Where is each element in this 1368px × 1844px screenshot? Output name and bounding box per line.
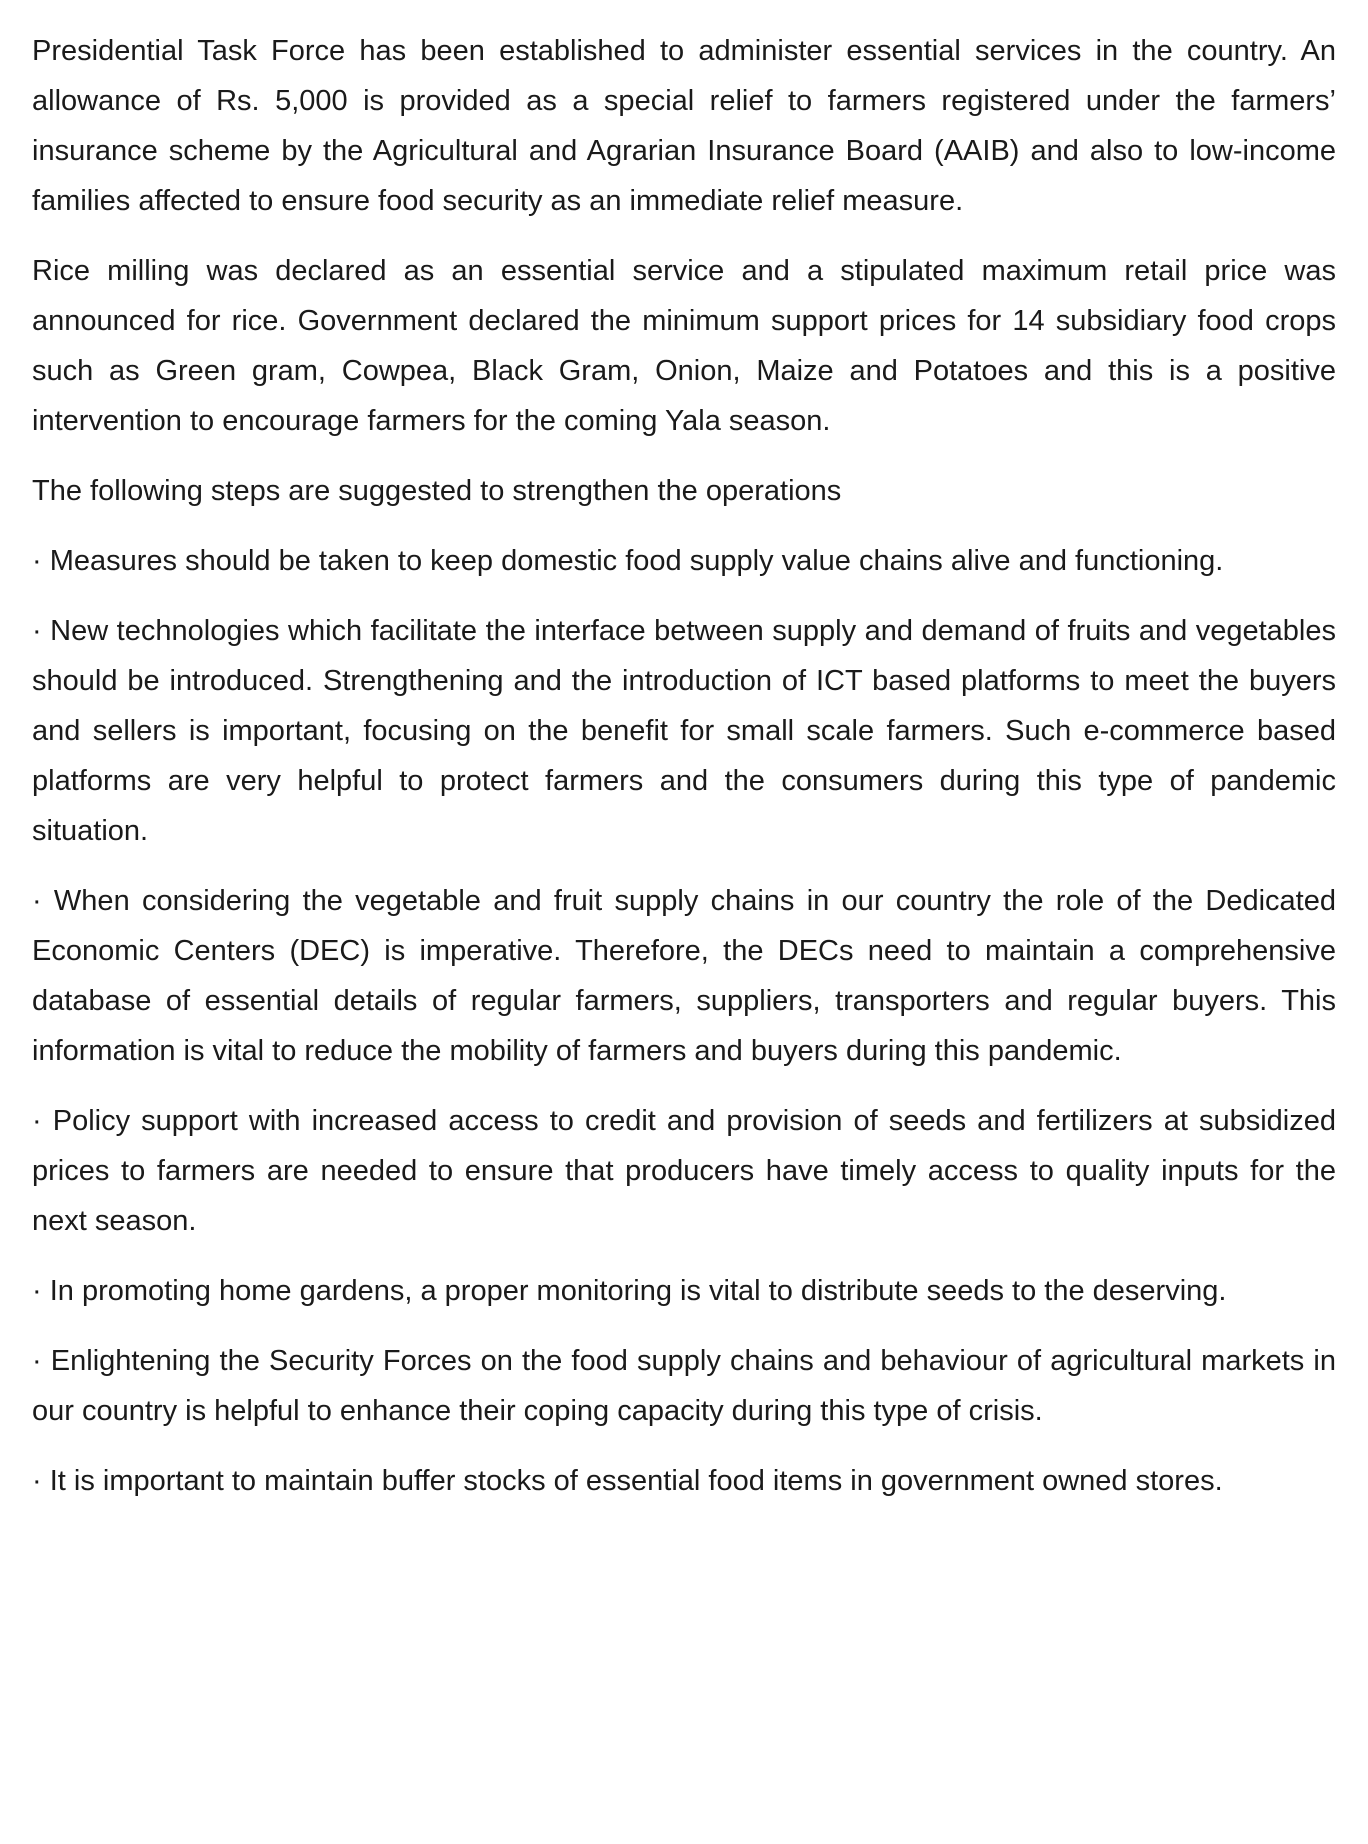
step-item-home-gardens: · In promoting home gardens, a proper monitoring is vital to distribute seeds to the deserving. bbox=[32, 1275, 1227, 1307]
paragraph-task-force: Presidential Task Force has been established to administer essential services in the country. An allowance of Rs. 5,000 is provided as a special relief to farmers registered under the farmers’ insurance scheme by the Agricultural and Agrarian Insurance Board (AAIB) and also to low-income families affected to ensure food security as an immediate relief measure. bbox=[32, 35, 1336, 217]
step-item-value-chains: · Measures should be taken to keep domestic food supply value chains alive and functioning. bbox=[32, 545, 1224, 577]
step-item-technologies: · New technologies which facilitate the interface between supply and demand of fruits and vegetables should be introduced. Strengthening and the introduction of ICT based platforms to meet the buyers and sellers is important, focusing on the benefit for small scale farmers. Such e-commerce based platforms are very helpful to protect farmers and the consumers during this type of pandemic situation. bbox=[32, 615, 1336, 847]
document-body bbox=[32, 26, 1336, 1526]
step-item-policy-support: · Policy support with increased access to credit and provision of seeds and fertilizers at subsidized prices to farmers are needed to ensure that producers have timely access to quality inputs for the next season. bbox=[32, 1105, 1336, 1237]
step-item-security-forces: · Enlightening the Security Forces on the food supply chains and behaviour of agricultural markets in our country is helpful to enhance their coping capacity during this type of crisis. bbox=[32, 1345, 1336, 1427]
steps-intro: The following steps are suggested to strengthen the operations bbox=[32, 475, 842, 507]
step-item-buffer-stocks: · It is important to maintain buffer stocks of essential food items in government owned stores. bbox=[32, 1465, 1223, 1497]
step-item-economic-centers: · When considering the vegetable and fruit supply chains in our country the role of the Dedicated Economic Centers (DEC) is imperative. Therefore, the DECs need to maintain a comprehensive database of essential details of regular farmers, suppliers, transporters and regular buyers. This information is vital to reduce the mobility of farmers and buyers during this pandemic. bbox=[32, 885, 1336, 1067]
paragraph-rice-milling: Rice milling was declared as an essential service and a stipulated maximum retail price was announced for rice. Government declared the minimum support prices for 14 subsidiary food crops such as Green gram, Cowpea, Black Gram, Onion, Maize and Potatoes and this is a positive intervention to encourage farmers for the coming Yala season. bbox=[32, 255, 1336, 437]
